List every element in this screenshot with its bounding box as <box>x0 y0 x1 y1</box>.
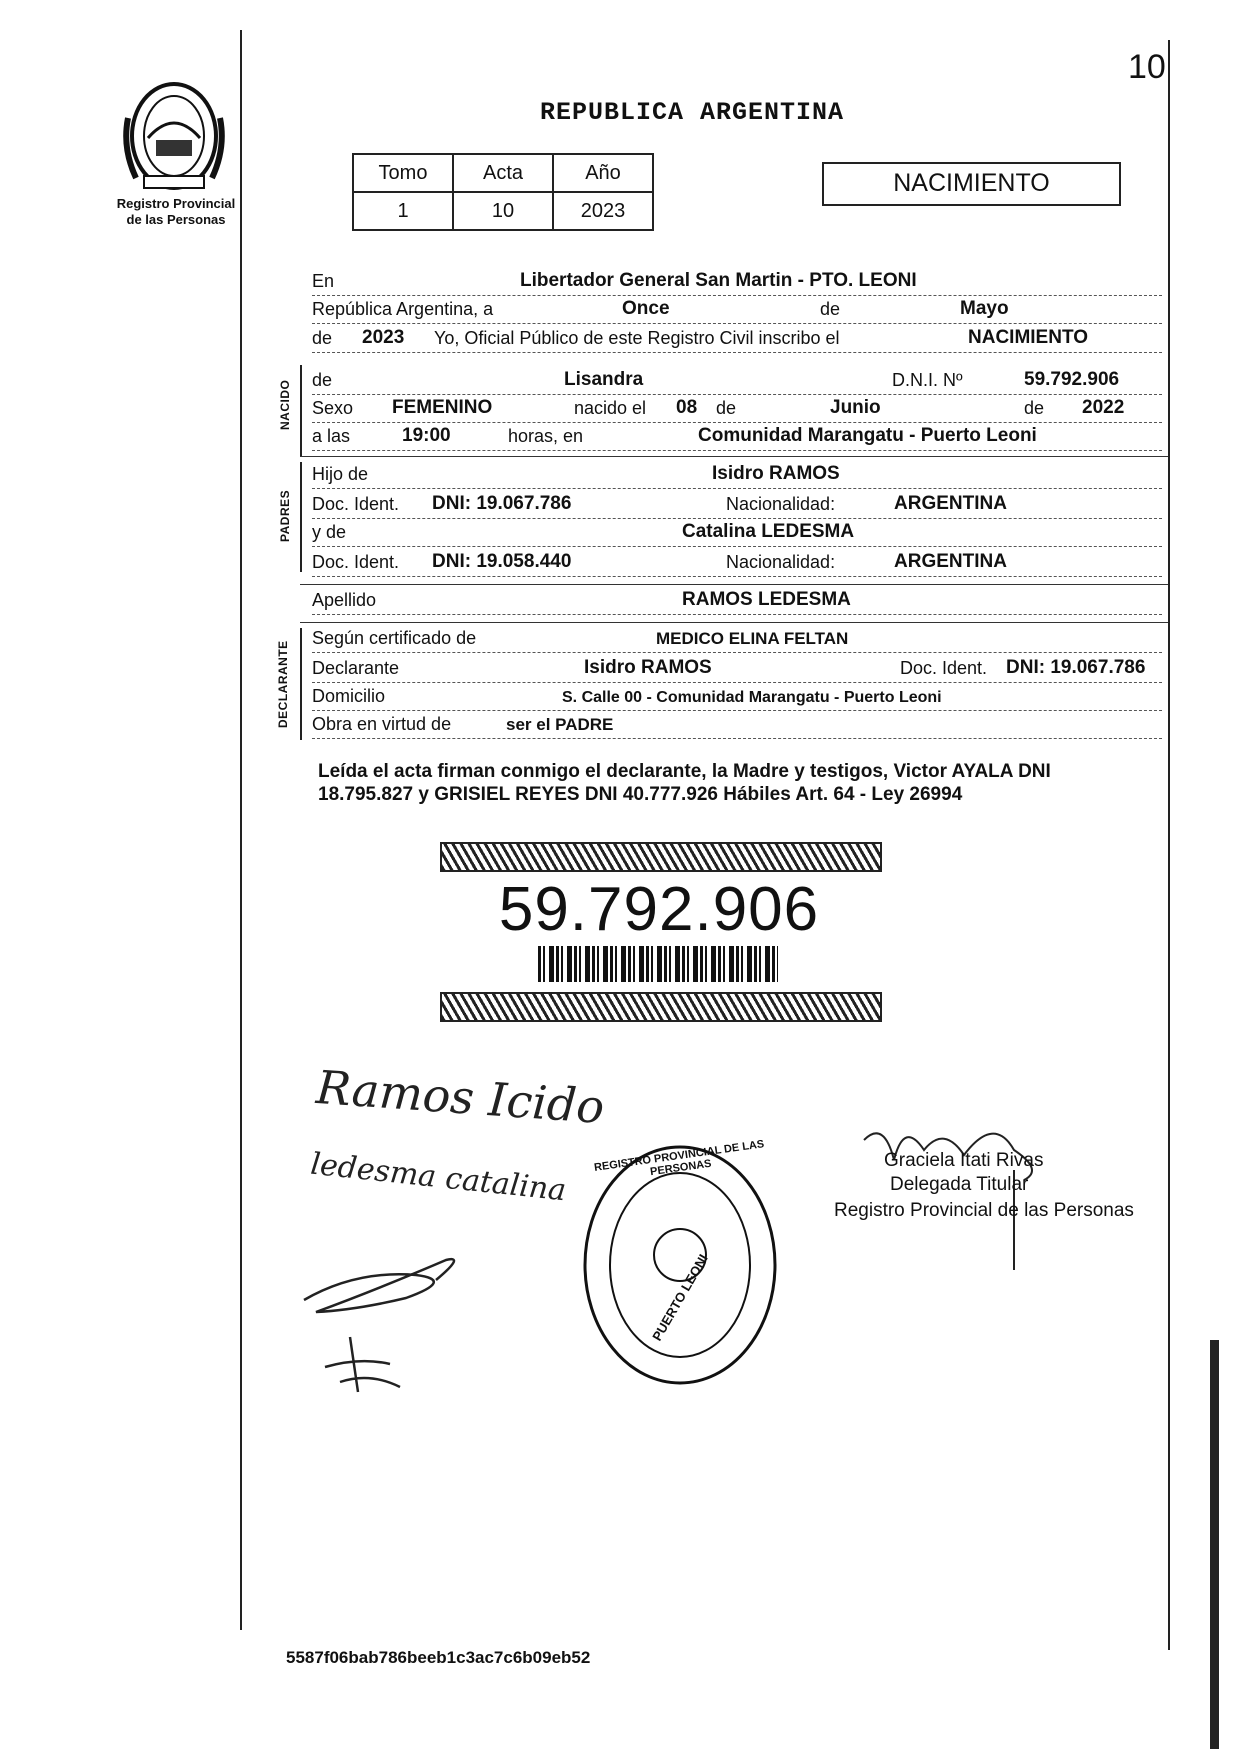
section-label-nacido: NACIDO <box>278 379 292 430</box>
en-label: En <box>312 271 335 291</box>
nacido-row-time <box>312 420 1162 451</box>
sexo-label: Sexo <box>312 398 354 418</box>
separator-1 <box>300 456 1168 457</box>
scribble-icon <box>320 1332 410 1402</box>
nacido-de-label: de <box>312 370 333 390</box>
obra-value: ser el PADRE <box>506 715 614 734</box>
domicilio-label: Domicilio <box>312 686 386 706</box>
apellido-value: RAMOS LEDESMA <box>682 589 851 610</box>
nacido-dni: 59.792.906 <box>1024 369 1120 390</box>
horas-label: horas, en <box>508 426 584 446</box>
birth-de-label: de <box>716 398 737 418</box>
provincial-seal <box>118 78 230 198</box>
birth-month: Junio <box>830 397 881 418</box>
y-de-label: y de <box>312 522 347 542</box>
ref-header-acta: Acta <box>453 154 553 192</box>
seal-icon <box>118 78 230 198</box>
ref-header-tomo: Tomo <box>353 154 453 192</box>
ref-value-tomo: 1 <box>353 192 453 230</box>
mother-nat-label: Nacionalidad: <box>726 552 836 572</box>
nacido-el-label: nacido el <box>574 398 647 418</box>
declarante-row-name <box>312 652 1162 683</box>
security-band-top <box>440 842 882 872</box>
ref-value-acta: 10 <box>453 192 553 230</box>
right-edge-bar <box>1210 1340 1219 1749</box>
mother-nationality: ARGENTINA <box>894 551 1007 572</box>
cert-value: MEDICO ELINA FELTAN <box>656 629 849 648</box>
stamp-center-text: PUERTO LEONI <box>649 1251 711 1344</box>
declarante-doc: DNI: 19.067.786 <box>1006 657 1146 678</box>
section-label-declarante: DECLARANTE <box>276 640 290 728</box>
reference-table <box>352 153 654 231</box>
birth-time: 19:00 <box>402 425 451 446</box>
padres-row-father-doc <box>312 488 1162 519</box>
witness-note-line2: 18.795.827 y GRISIEL REYES DNI 40.777.926 Hábiles Art. 64 - Ley 26994 <box>318 784 963 805</box>
republica-label: República Argentina, a <box>312 299 494 319</box>
witness-note-line1: Leída el acta firman conmigo el declarante, la Madre y testigos, Victor AYALA DNI <box>318 761 1051 782</box>
nacido-row-birth <box>312 392 1162 423</box>
father-doc: DNI: 19.067.786 <box>432 493 572 514</box>
nacido-name: Lisandra <box>564 369 644 390</box>
ref-header-ano: Año <box>553 154 653 192</box>
declarante-row-cert <box>312 622 1162 653</box>
padres-row-father <box>312 458 1162 489</box>
signature-declarante: Ramos Icido <box>314 1060 606 1134</box>
mother-doc: DNI: 19.058.440 <box>432 551 572 572</box>
record-de-label: de <box>820 299 841 319</box>
declarante-name: Isidro RAMOS <box>584 657 712 678</box>
record-year: 2023 <box>362 327 405 348</box>
section-label-padres: PADRES <box>278 489 292 542</box>
official-office: Registro Provincial de las Personas <box>834 1200 1134 1221</box>
seal-caption <box>96 196 256 228</box>
declarante-row-domicile <box>312 680 1162 711</box>
apellido-row <box>312 584 1162 615</box>
page-number: 10 <box>1128 48 1166 86</box>
document-type-box: NACIMIENTO <box>822 162 1121 206</box>
mother-doc-label: Doc. Ident. <box>312 552 400 572</box>
record-day: Once <box>622 298 670 319</box>
page-title: REPUBLICA ARGENTINA <box>540 98 845 127</box>
dni-label: D.N.I. Nº <box>892 370 963 390</box>
padres-row-mother <box>312 516 1162 547</box>
domicile-value: S. Calle 00 - Comunidad Marangatu - Puerto Leoni <box>562 689 942 706</box>
birth-year: 2022 <box>1082 397 1125 418</box>
official-text: Yo, Oficial Público de este Registro Civil inscribo el <box>434 328 840 348</box>
hijo-de-label: Hijo de <box>312 464 369 484</box>
record-row-place <box>312 265 1162 296</box>
mother-name: Catalina LEDESMA <box>682 521 855 542</box>
record-act: NACIMIENTO <box>968 327 1088 348</box>
nacido-sexo: FEMENINO <box>392 397 493 418</box>
stamp-ring-text: REGISTRO PROVINCIAL DE LAS PERSONAS <box>593 1138 765 1179</box>
nacido-bracket <box>300 365 302 457</box>
father-nationality: ARGENTINA <box>894 493 1007 514</box>
declarante-label: Declarante <box>312 658 400 678</box>
record-place: Libertador General San Martin - PTO. LEONI <box>520 270 917 291</box>
ref-value-ano: 2023 <box>553 192 653 230</box>
nacido-row-name <box>312 364 1162 395</box>
barcode <box>538 946 778 982</box>
signature-scribble-2 <box>320 1332 410 1407</box>
alas-label: a las <box>312 426 351 446</box>
signature-scribble-1 <box>296 1240 496 1325</box>
id-number: 59.792.906 <box>498 875 820 944</box>
apellido-label: Apellido <box>312 590 377 610</box>
obra-label: Obra en virtud de <box>312 714 452 734</box>
official-name: Graciela Itati Rivas <box>884 1150 1044 1171</box>
padres-bracket <box>300 462 302 572</box>
left-margin-line <box>240 30 242 1630</box>
seal-caption-line2: de las Personas <box>126 212 226 227</box>
witness-note <box>318 760 1168 806</box>
security-band-bottom <box>440 992 882 1022</box>
document-hash: 5587f06bab786beeb1c3ac7c6b09eb52 <box>286 1648 591 1667</box>
father-name: Isidro RAMOS <box>712 463 840 484</box>
birth-day: 08 <box>676 397 698 418</box>
record-month: Mayo <box>960 298 1009 319</box>
father-doc-label: Doc. Ident. <box>312 494 400 514</box>
cert-label: Según certificado de <box>312 628 477 648</box>
seal-caption-line1: Registro Provincial <box>116 196 236 211</box>
father-nat-label: Nacionalidad: <box>726 494 836 514</box>
right-margin-line <box>1168 40 1170 1650</box>
official-title: Delegada Titular <box>890 1174 1029 1195</box>
declarante-row-obra <box>312 708 1162 739</box>
padres-row-mother-doc <box>312 546 1162 577</box>
record-row-official <box>312 322 1162 353</box>
birth-place: Comunidad Marangatu - Puerto Leoni <box>698 425 1037 446</box>
record-de-label-2: de <box>312 328 333 348</box>
signature-mother: ledesma catalina <box>308 1146 568 1209</box>
record-row-date <box>312 293 1162 324</box>
scribble-icon <box>296 1240 496 1320</box>
declarante-doc-label: Doc. Ident. <box>900 658 988 678</box>
birth-de-label-2: de <box>1024 398 1045 418</box>
declarante-bracket <box>300 628 302 740</box>
